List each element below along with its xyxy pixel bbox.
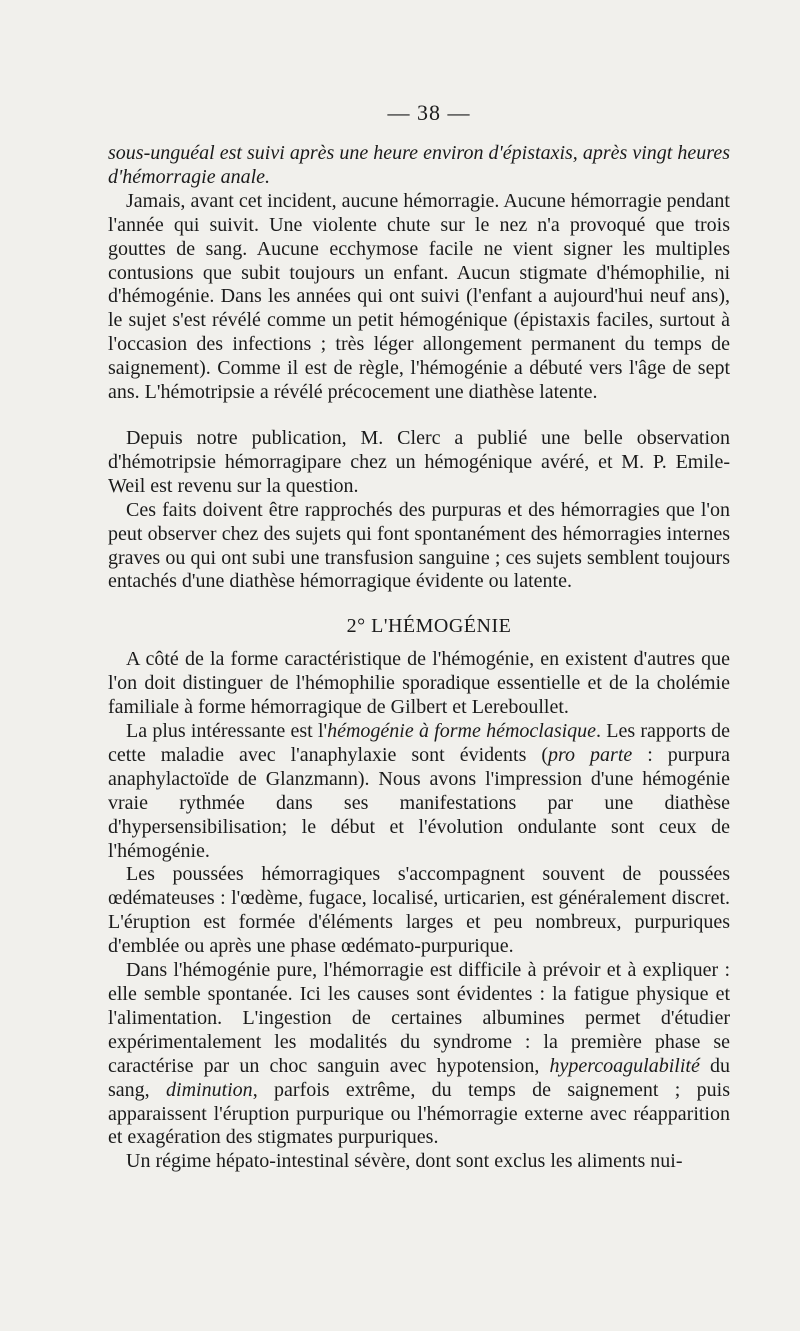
paragraph-9: Un régime hépato-intestinal sévère, dont sont exclus les aliments nui- <box>126 1150 683 1173</box>
paragraph-2: Jamais, avant cet incident, aucune hémorragie. Aucune hémorragie pendant l'année qui suivit. Une violente chute sur le nez n'a provoqué que trois gouttes de sang. Aucune ecchymose facile ne vient signer les multiples contusions que subit toujours un enfant. Aucun stigmate d'hémophilie, ni d'hémogénie. Dans les années qui ont suivi (l'enfant a aujourd'hui neuf ans), le sujet s'est révélé comme un petit hémogénique (épistaxis faciles, surtout à l'occasion des infections ; très léger allongement permanent du temps de saignement). Comme il est de règle, l'hémogénie a débuté vers l'âge de sept ans. L'hémotripsie a révélé précocement une diathèse latente. <box>108 189 730 404</box>
p8-emphasis-hypercoagulabilite: hypercoagulabilité <box>549 1054 700 1077</box>
p8-part-e: , parfois extrême, du temps de saignement ; puis apparaissent l'éruption purpurique ou l'hémorragie externe avec réapparition et exagération des stigmates purpuriques. <box>108 1078 730 1149</box>
p8-part-c: du sang, <box>108 1054 731 1101</box>
p6-part-e: : purpura anaphylactoïde de Glanzmann). Nous avons l'impression d'une hémogénie vraie rythmée dans ses manifestations par une diathèse d'hypersensibilisation; le début et l'évolution ondulante sont ceux de l'hémogénie. <box>108 743 730 862</box>
p6-emphasis-hemoclasique: hémogénie à forme hémoclasique <box>327 720 597 743</box>
paragraph-7: Les poussées hémorragiques s'accompagnent souvent de poussées œdémateuses : l'œdème, fugace, localisé, urticarien, est généralement discret. L'éruption est formée d'éléments larges et peu nombreux, purpuriques d'emblée ou après une phase œdémato-purpurique. <box>108 863 730 958</box>
paragraph-6 <box>108 720 730 863</box>
p6-part-a: La plus intéressante est l' <box>126 720 328 743</box>
paragraph-5: A côté de la forme caractéristique de l'hémogénie, en existent d'autres que l'on doit distinguer de l'hémophilie sporadique essentielle et de la cholémie familiale à forme hémorragique de Gilbert et Lereboullet. <box>108 648 730 719</box>
p6-emphasis-pro-parte: pro parte <box>548 743 633 766</box>
paragraph-gap <box>108 405 730 427</box>
p8-emphasis-diminution: diminution <box>166 1078 253 1101</box>
paragraph-3: Depuis notre publication, M. Clerc a publié une belle observation d'hémotripsie hémorragipare chez un hémogénique avéré, et M. P. Emile-Weil est revenu sur la question. <box>108 426 730 497</box>
p8-part-a: Dans l'hémogénie pure, l'hémorragie est difficile à prévoir et à expliquer : elle semble spontanée. Ici les causes sont évidentes : la fatigue physique et l'alimentation. L'ingestion de certaines albumines permet d'étudier expérimentalement les modalités du syndrome : la première phase se caractérise par un choc sanguin avec hypotension, <box>108 959 730 1077</box>
p6-part-c: . Les rapports de cette maladie avec l'anaphylaxie sont évidents ( <box>108 720 731 766</box>
section-title: 2° L'HÉMOGÉNIE <box>346 615 512 638</box>
page-number: — 38 — <box>387 100 471 125</box>
italic-lead: sous-unguéal est suivi après une heure environ d'épistaxis, après vingt heures d'hémorragie anale. <box>108 142 730 188</box>
paragraph-8 <box>108 959 730 1150</box>
paragraph-4: Ces faits doivent être rapprochés des purpuras et des hémorragies que l'on peut observer chez des sujets qui font spontanément des hémorragies internes graves ou qui ont subi une transfusion sanguine ; ces sujets semblent toujours entachés d'une diathèse hémorragique évidente ou latente. <box>108 498 730 593</box>
paragraph-1 <box>108 142 730 190</box>
body-text <box>108 142 730 1174</box>
